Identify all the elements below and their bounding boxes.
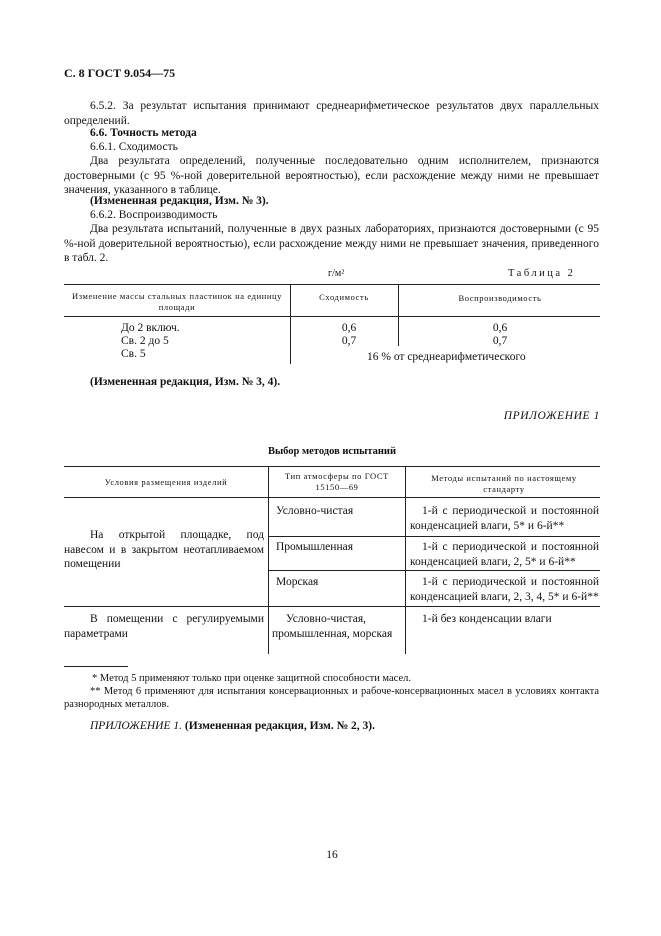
table3-header-rule [64, 497, 600, 498]
table2-header-reproducibility: Воспроизводимость [458, 293, 542, 303]
table2-header-mass-change: Изменение массы стальных пластинок на единицу площади [71, 291, 283, 312]
table2-row3-merged-value: 16 % от среднеарифметического [367, 351, 526, 363]
paragraph-6-6-1: Два результата определений, полученные последовательно одним исполнителем, признаются достоверными (с 95 %-ной доверительной вероятностью), если расхождение между ними не превышает значения, указанного в таблице. [64, 155, 599, 196]
table3-row1-method: 1-й с периодической и постоянной конденсацией влаги, 5* и 6-й** [410, 505, 599, 532]
page-header: С. 8 ГОСТ 9.054—75 [64, 66, 176, 80]
table3-row3-atmosphere: Морская [276, 576, 319, 588]
paragraph-6-6-2: Два результата испытаний, полученные в двух разных лабораториях, признаются достоверными (с 95 %-ной доверительной вероятностью), если расхождение между ними не превышает значения, приведенного в табл. 2. [64, 223, 599, 264]
section-heading-6-6: 6.6. Точность метода [90, 127, 197, 139]
table2-header-rule [64, 316, 600, 317]
table2-top-rule [64, 284, 600, 285]
table2-row2-range: Св. 2 до 5 [121, 335, 169, 347]
appendix-label: ПРИЛОЖЕНИЕ 1 [503, 410, 600, 422]
table2-row1-convergence: 0,6 [341, 322, 357, 334]
table3-group2-method: 1-й без конденсации влаги [422, 613, 552, 625]
footnote-2: ** Метод 6 применяют для испытания консервационных и рабоче-консервационных масел в условиях контакта разнородных металлов. [64, 686, 599, 710]
footnote-1: * Метод 5 применяют только при оценке защитной способности масел. [92, 673, 411, 684]
table3-col-divider-2 [405, 466, 406, 654]
table2-row2-convergence: 0,7 [341, 335, 357, 347]
table3-header-conditions: Условия размещения изделий [104, 477, 228, 487]
section-heading-6-6-1: 6.6.1. Сходимость [90, 141, 178, 153]
table3-row2-atmosphere: Промышленная [276, 541, 353, 553]
table2-unit: г/м² [328, 268, 345, 279]
paragraph-6-5-2: 6.5.2. За результат испытания принимают среднеарифметическое результатов двух параллельных определений. [64, 100, 599, 127]
table3-row2-method: 1-й с периодической и постоянной конденсацией влаги, 2, 5* и 6-й** [410, 541, 599, 568]
table2-header-convergence: Сходимость [319, 292, 369, 302]
footnote-rule [64, 666, 128, 667]
table3-col-divider-1 [268, 466, 269, 654]
table3-group2-condition: В помещении с регулируемыми параметрами [64, 613, 264, 640]
appendix-revision-note [90, 719, 375, 734]
table3-header-atmosphere: Тип атмосферы по ГОСТ 15150—69 [285, 471, 389, 492]
table3-group1-condition: На открытой площадке, под навесом и в закрытом неотапливаемом помещении [64, 529, 264, 570]
table2-row1-reproducibility: 0,6 [492, 322, 508, 334]
table2-caption: Таблица 2 [508, 268, 576, 279]
table3-title: Выбор методов испытаний [267, 446, 397, 457]
table3-row-rule-3 [64, 606, 600, 607]
table2-col-divider-1 [290, 284, 291, 364]
appendix-revision-text: (Измененная редакция, Изм. № 2, 3). [184, 720, 375, 732]
table2-row1-range: До 2 включ. [121, 322, 180, 334]
table3-row3-method: 1-й с периодической и постоянной конденсацией влаги, 2, 3, 4, 5* и 6-й** [410, 576, 599, 603]
appendix-revision-label: ПРИЛОЖЕНИЕ 1. [90, 720, 182, 732]
table3-row-rule-2 [268, 570, 600, 571]
table3-row1-atmosphere: Условно-чистая [276, 505, 354, 517]
table2-row3-range: Св. 5 [121, 348, 146, 360]
table3-header-methods: Методы испытаний по настоящему стандарту [431, 473, 577, 494]
table3-top-rule [64, 466, 600, 467]
table2-row2-reproducibility: 0,7 [492, 335, 508, 347]
section-heading-6-6-2: 6.6.2. Воспроизводимость [90, 209, 218, 221]
page-number: 16 [326, 849, 338, 861]
table3-row-rule-1 [268, 536, 600, 537]
table3-group2-atmosphere: Условно-чистая, промышленная, морская [272, 613, 393, 640]
revision-note-1: (Измененная редакция, Изм. № 3). [90, 195, 269, 207]
revision-note-2: (Измененная редакция, Изм. № 3, 4). [90, 376, 281, 388]
